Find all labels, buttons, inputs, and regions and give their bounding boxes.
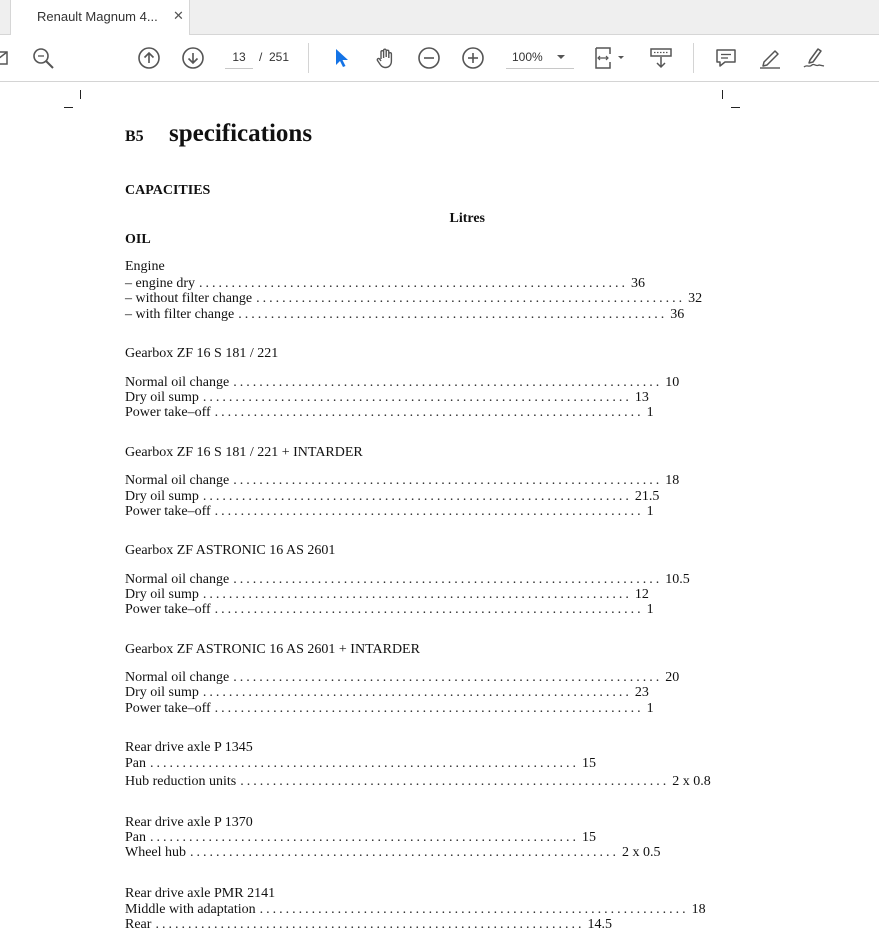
spec-row <box>125 756 596 772</box>
spec-value: 36 <box>670 307 685 322</box>
leader-dots: .................................................................. <box>214 504 644 519</box>
spec-row <box>125 774 711 790</box>
spec-label: Normal oil change <box>125 375 230 390</box>
close-tab-icon[interactable]: ✕ <box>173 8 184 23</box>
spec-label: Power take–off <box>125 405 211 420</box>
leader-dots: .................................................................. <box>256 291 686 306</box>
crop-mark <box>80 90 81 99</box>
find-icon[interactable] <box>31 46 55 70</box>
spec-row <box>125 685 649 701</box>
spec-value: 15 <box>582 756 596 771</box>
tab-bar <box>0 0 879 35</box>
spec-row <box>125 375 680 391</box>
leader-dots: .................................................................. <box>198 276 628 291</box>
spec-label: Dry oil sump <box>125 685 199 700</box>
spec-label: Power take–off <box>125 602 211 617</box>
spec-row <box>125 276 645 292</box>
document-page <box>0 82 879 934</box>
toolbar-divider <box>308 43 309 73</box>
spec-label: Normal oil change <box>125 572 230 587</box>
leader-dots: .................................................................. <box>214 701 644 716</box>
spec-value: 18 <box>665 473 680 488</box>
spec-value: 1 <box>646 504 654 519</box>
leader-dots: .................................................................. <box>150 756 579 771</box>
spec-value: 18 <box>691 902 706 917</box>
spec-label: – with filter change <box>125 307 235 322</box>
leader-dots: .................................................................. <box>150 830 579 845</box>
spec-value: 10.5 <box>665 572 690 587</box>
spec-label: – engine dry <box>125 276 195 291</box>
spec-value: 2 x 0.5 <box>622 845 661 860</box>
spec-label: Wheel hub <box>125 845 187 860</box>
page-separator: / <box>259 50 263 64</box>
spec-label: Normal oil change <box>125 670 230 685</box>
leader-dots: .................................................................. <box>238 307 668 322</box>
leader-dots: .................................................................. <box>214 405 644 420</box>
spec-row <box>125 917 612 933</box>
spec-row <box>125 291 703 307</box>
spec-row <box>125 390 649 406</box>
group-title: Rear drive axle PMR 2141 <box>125 886 276 901</box>
spec-value: 12 <box>634 587 649 602</box>
spec-label: Dry oil sump <box>125 587 199 602</box>
zoom-value: 100% <box>512 50 543 64</box>
spec-value: 14.5 <box>587 917 612 932</box>
leader-dots: .................................................................. <box>259 902 689 917</box>
spec-label: Hub reduction units <box>125 774 237 789</box>
spec-label: Middle with adaptation <box>125 902 256 917</box>
spec-value: 32 <box>688 291 703 306</box>
draw-sign-icon[interactable] <box>802 46 826 70</box>
leader-dots: .................................................................. <box>233 572 663 587</box>
spec-value: 2 x 0.8 <box>672 774 711 789</box>
group-title: Gearbox ZF 16 S 181 / 221 + INTARDER <box>125 445 363 460</box>
group-title: Gearbox ZF 16 S 181 / 221 <box>125 346 279 361</box>
spec-row <box>125 572 690 588</box>
spec-label: Dry oil sump <box>125 390 199 405</box>
leader-dots: .................................................................. <box>155 917 585 932</box>
crop-mark <box>722 90 723 99</box>
oil-heading: OIL <box>125 232 151 247</box>
spec-value: 23 <box>634 685 649 700</box>
pdf-toolbar <box>0 35 879 82</box>
spec-label: – without filter change <box>125 291 253 306</box>
zoom-out-icon[interactable] <box>417 46 441 70</box>
page-title: specifications <box>169 120 313 147</box>
spec-label: Pan <box>125 756 146 771</box>
leader-dots: .................................................................. <box>202 685 632 700</box>
spec-label: Rear <box>125 917 152 932</box>
leader-dots: .................................................................. <box>233 375 663 390</box>
spec-value: 1 <box>646 602 654 617</box>
mail-icon[interactable] <box>0 46 10 70</box>
leader-dots: .................................................................. <box>202 390 632 405</box>
chevron-down-icon <box>557 55 565 59</box>
document-tab[interactable] <box>10 0 190 35</box>
spec-row <box>125 701 654 717</box>
zoom-select[interactable] <box>506 46 574 69</box>
previous-page-icon[interactable] <box>137 46 161 70</box>
spec-value: 21.5 <box>634 489 660 504</box>
group-title: Rear drive axle P 1345 <box>125 740 253 755</box>
spec-row <box>125 473 680 489</box>
spec-value: 1 <box>646 701 654 716</box>
fit-page-icon[interactable] <box>592 46 628 70</box>
spec-value: 1 <box>646 405 654 420</box>
leader-dots: .................................................................. <box>233 670 663 685</box>
hand-tool-icon[interactable] <box>373 46 397 70</box>
spec-row <box>125 405 654 421</box>
group-title: Gearbox ZF ASTRONIC 16 AS 2601 + INTARDER <box>125 642 420 657</box>
spec-label: Dry oil sump <box>125 489 199 504</box>
capacities-heading: CAPACITIES <box>125 183 211 198</box>
spec-label: Power take–off <box>125 701 211 716</box>
spec-row <box>125 587 649 603</box>
group-title: Rear drive axle P 1370 <box>125 815 253 830</box>
highlight-pen-icon[interactable] <box>758 46 782 70</box>
zoom-in-icon[interactable] <box>461 46 485 70</box>
spec-value: 10 <box>665 375 680 390</box>
crop-mark <box>64 107 73 108</box>
page-number-input[interactable] <box>225 46 253 69</box>
spec-label: Power take–off <box>125 504 211 519</box>
spec-value: 20 <box>665 670 680 685</box>
spec-value: 15 <box>582 830 596 845</box>
comment-icon[interactable] <box>714 46 738 70</box>
spec-row <box>125 602 654 618</box>
next-page-icon[interactable] <box>181 46 205 70</box>
crop-mark <box>731 107 740 108</box>
leader-dots: .................................................................. <box>214 602 644 617</box>
spec-value: 36 <box>630 276 645 291</box>
leader-dots: .................................................................. <box>202 489 632 504</box>
leader-dots: .................................................................. <box>202 587 632 602</box>
group-title: Engine <box>125 259 165 274</box>
leader-dots: .................................................................. <box>240 774 670 789</box>
group-title: Gearbox ZF ASTRONIC 16 AS 2601 <box>125 543 336 558</box>
spec-row <box>125 307 685 323</box>
spec-row <box>125 830 596 846</box>
spec-row <box>125 670 680 686</box>
spec-row <box>125 504 654 520</box>
leader-dots: .................................................................. <box>190 845 620 860</box>
select-cursor-icon[interactable] <box>330 46 354 70</box>
spec-label: Normal oil change <box>125 473 230 488</box>
leader-dots: .................................................................. <box>233 473 663 488</box>
scroll-mode-icon[interactable] <box>649 46 673 70</box>
tab-title: Renault Magnum 4... <box>37 9 158 24</box>
spec-row <box>125 845 661 861</box>
section-code: B5 <box>125 128 144 145</box>
spec-row <box>125 489 660 505</box>
unit-header: Litres <box>449 211 485 226</box>
spec-value: 13 <box>634 390 649 405</box>
toolbar-divider <box>693 43 694 73</box>
spec-label: Pan <box>125 830 146 845</box>
spec-row <box>125 902 706 918</box>
page-total: 251 <box>269 50 290 64</box>
